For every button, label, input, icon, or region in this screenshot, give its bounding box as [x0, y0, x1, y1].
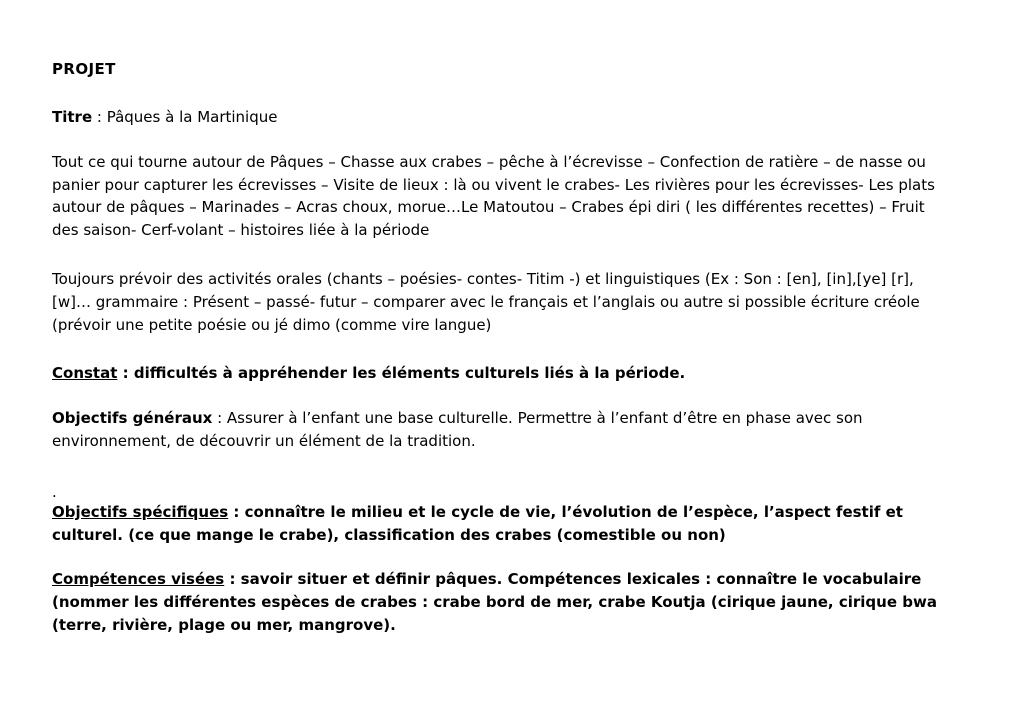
objectifs-generaux-line: [52, 407, 946, 453]
objectifs-generaux-text: : Assurer à l’enfant une base culturelle. Permettre à l’enfant d’être en phase avec son environnement, de découvrir un élément de la tradition.: [52, 409, 863, 450]
competences-text: : savoir situer et définir pâques. Compétences lexicales : connaître le vocabulaire (nommer les différentes espèces de crabes : crabe bord de mer, crabe Koutja (cirique jaune, cirique bwa (terre, rivière, plage ou mer, mangrove).: [52, 570, 937, 634]
constat-line: [52, 362, 946, 385]
title-line: [52, 106, 946, 129]
competences-visees-line: [52, 568, 946, 636]
spacer: [52, 475, 946, 483]
orphan-dot: .: [52, 482, 57, 501]
title-label: Titre: [52, 108, 93, 126]
page-title: PROJET: [52, 60, 116, 78]
constat-text: : difficultés à appréhender les éléments culturels liés à la période.: [117, 364, 686, 383]
activities-paragraph: Toujours prévoir des activités orales (chants – poésies- contes- Titim -) et linguistiques (Ex : Son : [en], [in],[ye] [r], [w]… grammaire : Présent – passé- futur – comparer avec le français et l’anglais ou autre si possible écriture créole (prévoir une petite poésie ou jé dimo (comme vire langue): [52, 269, 920, 334]
title-value: : Pâques à la Martinique: [92, 108, 278, 126]
competences-label: Compétences visées: [52, 570, 225, 589]
constat-label: Constat: [52, 364, 118, 383]
objectifs-specifiques-line: [52, 501, 946, 547]
objectifs-generaux-label: Objectifs généraux: [52, 409, 213, 428]
objectifs-specifiques-label: Objectifs spécifiques: [52, 502, 229, 521]
objectifs-specifiques-text: : connaître le milieu et le cycle de vie, l’évolution de l’espèce, l’aspect festif et culturel. (ce que mange le crabe), classification des crabes (comestible ou non): [52, 502, 903, 544]
intro-paragraph: Tout ce qui tourne autour de Pâques – Chasse aux crabes – pêche à l’écrevisse – Confection de ratière – de nasse ou panier pour capturer les écrevisses – Visite de lieux : là ou vivent le crabes- Les rivières pour les écrevisses- Les plats autour de pâques – Marinades – Acras choux, morue…Le Matoutou – Crabes épi diri ( les différentes recettes) – Fruit des saison- Cerf-volant – histoires liée à la période: [52, 152, 935, 240]
